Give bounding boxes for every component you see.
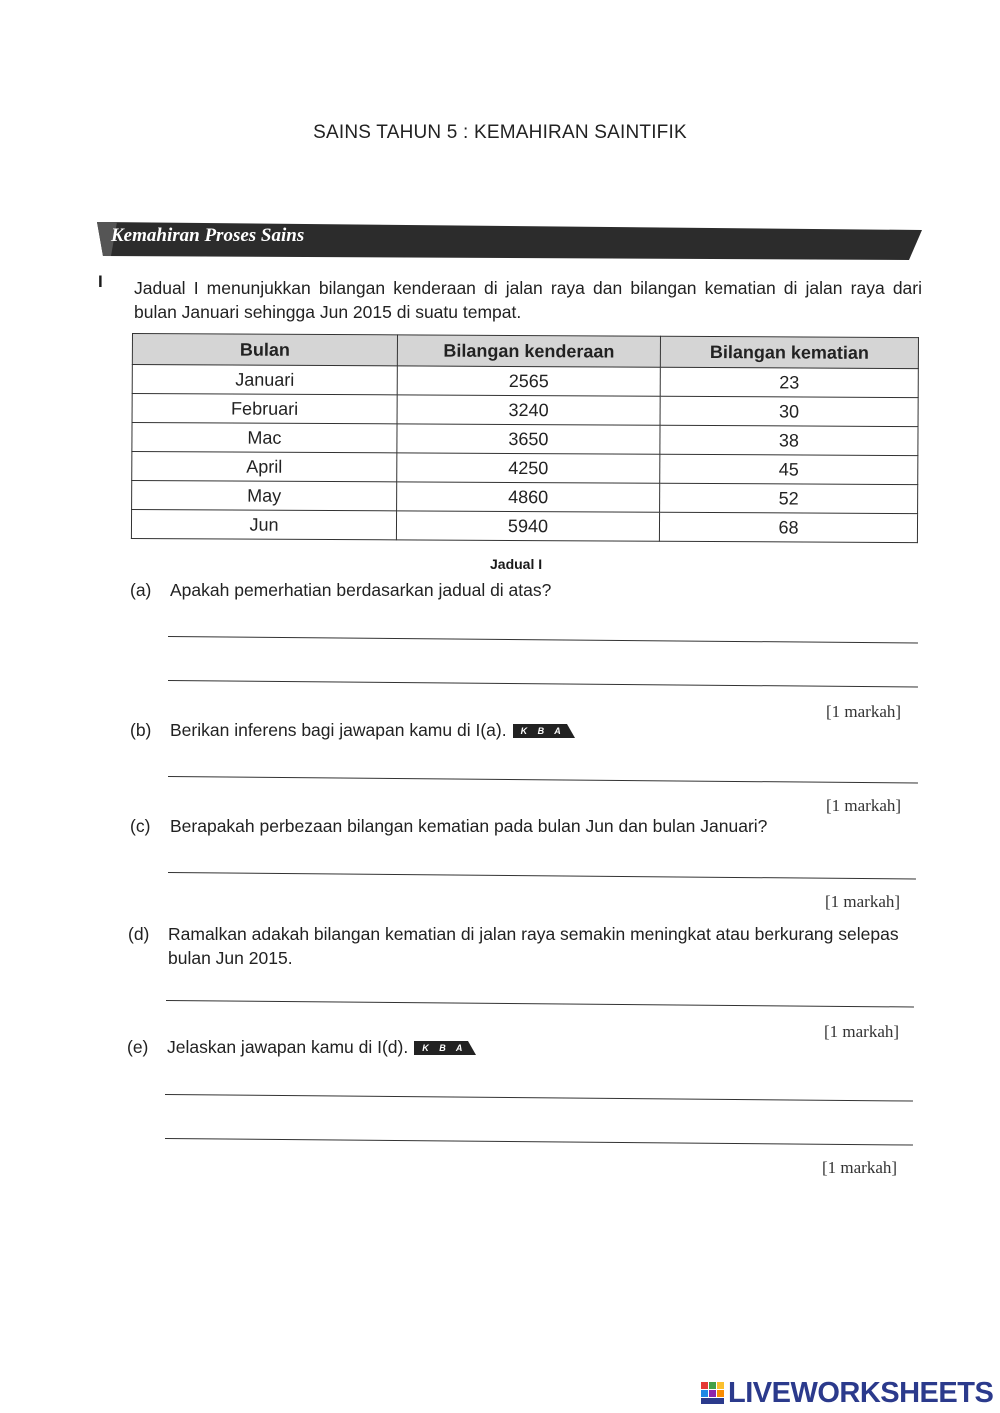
subquestion-label: (a) — [130, 580, 152, 600]
subquestion-e — [127, 1037, 476, 1068]
marks-b: [1 markah] — [826, 796, 902, 815]
data-table — [131, 333, 919, 543]
table-caption: Jadual I — [490, 556, 543, 572]
page-title: SAINS TAHUN 5 : KEMAHIRAN SAINTIFIK — [313, 122, 687, 143]
table-row — [132, 452, 918, 485]
subquestion-text: Berikan inferens bagi jawapan kamu di I(a). — [170, 720, 507, 740]
section-banner — [97, 220, 922, 260]
table-row — [132, 365, 918, 398]
answer-line-a2[interactable] — [168, 680, 918, 688]
banner-title: Kemahiran Proses Sains — [111, 225, 305, 246]
answer-line-a1[interactable] — [168, 636, 918, 644]
table-cell: 52 — [660, 483, 918, 513]
table-row — [132, 423, 918, 456]
subquestion-text: Jelaskan jawapan kamu di I(d). — [167, 1037, 409, 1057]
table-header-row — [132, 334, 918, 369]
footer-brand — [700, 1378, 993, 1408]
marks-a: [1 markah] — [826, 702, 902, 721]
table-header: Bilangan kenderaan — [397, 335, 660, 367]
table-cell: April — [132, 452, 397, 482]
subquestion-text: Apakah pemerhatian berdasarkan jadual di atas? — [170, 580, 552, 600]
answer-line-e2[interactable] — [165, 1138, 913, 1146]
table-header: Bulan — [132, 334, 397, 366]
marks-c: [1 markah] — [825, 892, 901, 911]
marks-d: [1 markah] — [824, 1022, 900, 1041]
table-cell: 3240 — [397, 395, 660, 425]
subquestion-label: (e) — [127, 1037, 149, 1057]
liveworksheets-logo-icon — [700, 1380, 726, 1406]
table-cell: 2565 — [397, 366, 660, 396]
kbat-badge: K B A T — [513, 724, 575, 738]
answer-line-e1[interactable] — [165, 1094, 913, 1102]
table-cell: 23 — [660, 367, 918, 397]
table-cell: Mac — [132, 423, 397, 453]
table-cell: Jun — [131, 510, 396, 540]
question-number: I — [98, 272, 103, 291]
table-cell: May — [132, 481, 397, 511]
subquestion-label: (b) — [130, 720, 152, 740]
table-cell: 5940 — [396, 511, 659, 541]
answer-line-c1[interactable] — [168, 872, 916, 880]
table-row — [132, 394, 918, 427]
table-cell: Februari — [132, 394, 397, 424]
table-row — [132, 481, 918, 514]
table-cell: 38 — [660, 425, 918, 455]
subquestion-text: Ramalkan adakah bilangan kematian di jalan raya semakin meningkat atau berkurang selepas bulan Jun 2015. — [168, 924, 899, 968]
subquestion-label: (d) — [128, 924, 150, 944]
table-cell: Januari — [132, 365, 397, 395]
table-row — [131, 510, 917, 543]
table-cell: 4250 — [397, 453, 660, 483]
table-cell: 45 — [660, 454, 918, 484]
table-cell: 3650 — [397, 424, 660, 454]
subquestion-label: (c) — [130, 816, 151, 836]
answer-line-b1[interactable] — [168, 776, 918, 784]
subquestion-b — [130, 720, 575, 751]
marks-e: [1 markah] — [822, 1158, 898, 1177]
subquestion-a — [130, 580, 551, 601]
question-text: Jadual I menunjukkan bilangan kenderaan di jalan raya dan bilangan kematian di jalan raya dari bulan Januari sehingga Jun 2015 di suatu tempat. — [134, 278, 922, 322]
footer-brand-text: LIVEWORKSHEETS — [728, 1376, 994, 1409]
answer-line-d1[interactable] — [166, 1000, 914, 1008]
subquestion-c — [130, 816, 767, 837]
subquestion-text: Berapakah perbezaan bilangan kematian pada bulan Jun dan bulan Januari? — [170, 816, 768, 836]
table-header: Bilangan kematian — [660, 336, 918, 368]
kbat-badge: K B A T — [414, 1041, 476, 1055]
table-cell: 68 — [659, 512, 917, 542]
table-cell: 30 — [660, 396, 918, 426]
table-cell: 4860 — [397, 482, 660, 512]
subquestion-d — [128, 922, 918, 970]
